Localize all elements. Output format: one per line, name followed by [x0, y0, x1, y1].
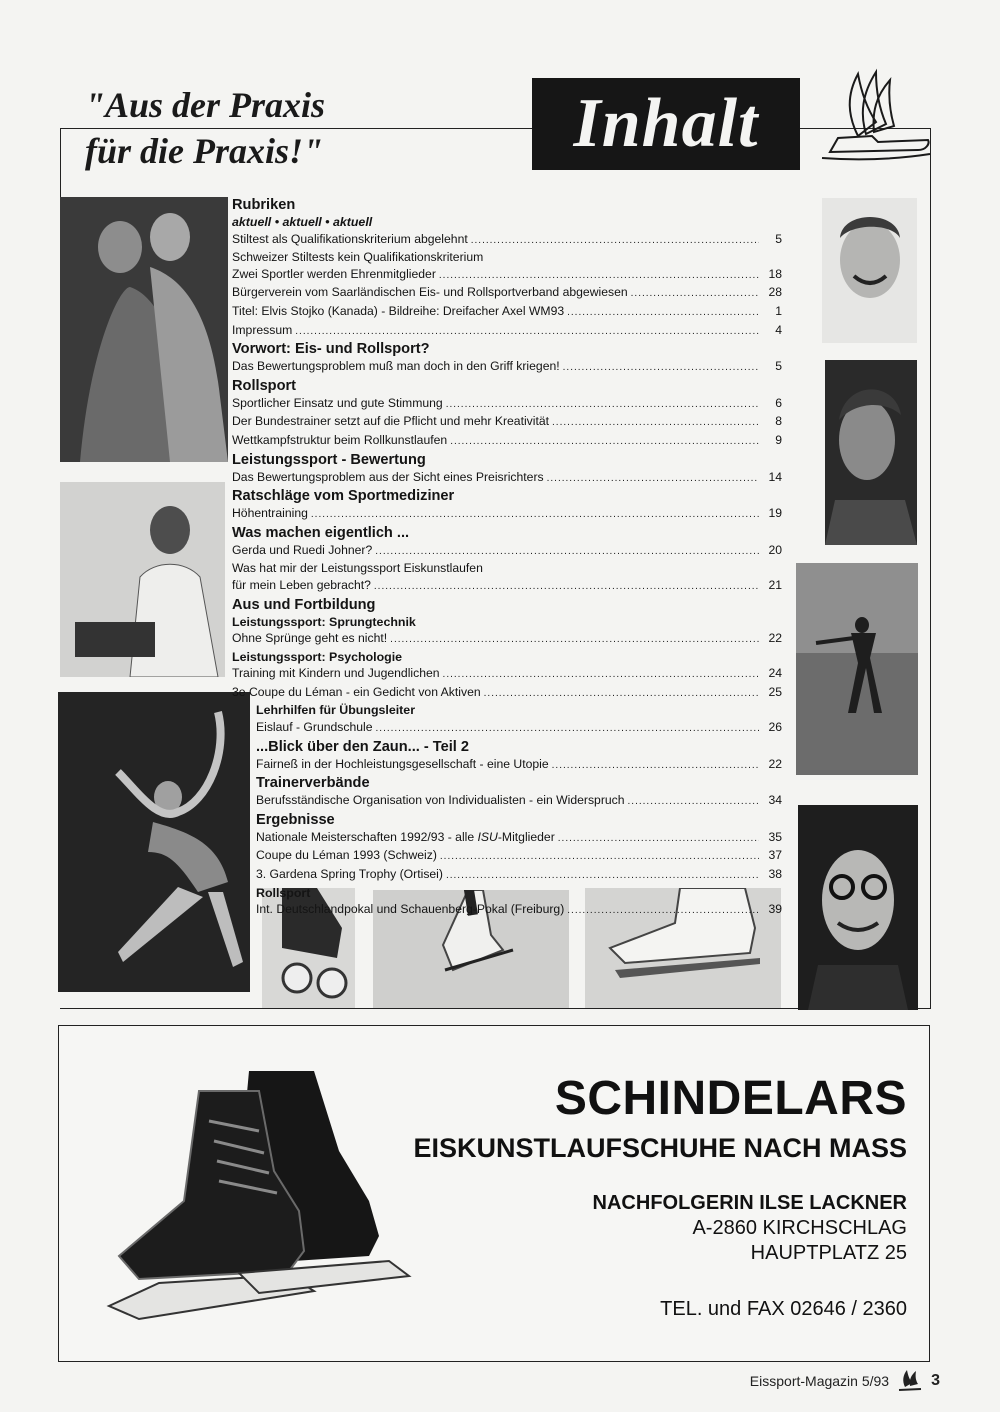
page-footer — [750, 1369, 940, 1393]
toc-entry-title: Das Bewertungsproblem muß man doch in den Griff kriegen! — [232, 359, 560, 374]
toc-entry — [232, 358, 782, 377]
toc-leader-dots — [443, 665, 759, 684]
toc-page-number: 20 — [768, 542, 782, 557]
toc-page-number: 24 — [768, 666, 782, 681]
toc-entry-title: Coupe du Léman 1993 (Schweiz) — [256, 848, 437, 863]
toc-entry-title: Training mit Kindern und Jugendlichen — [232, 666, 440, 681]
toc-entry — [232, 901, 782, 920]
toc-leader-dots — [552, 413, 759, 432]
toc-leader-dots — [375, 542, 759, 561]
toc-entry-title: für mein Leben gebracht? — [232, 577, 371, 592]
toc-leader-dots — [439, 266, 759, 285]
toc-page-number: 38 — [768, 867, 782, 882]
photo-figure-skater — [58, 692, 250, 992]
toc-entry — [232, 829, 782, 848]
toc-entry — [232, 542, 782, 561]
toc-entry — [232, 395, 782, 414]
toc-entry-title: Gerda und Ruedi Johner? — [232, 542, 373, 557]
toc-section-heading: Vorwort: Eis- und Rollsport? — [232, 341, 430, 358]
toc-entry-title: Der Bundestrainer setzt auf die Pflicht und mehr Kreativität — [232, 414, 550, 429]
toc-page-number: 5 — [775, 359, 782, 374]
motto-line-2: für die Praxis!" — [85, 131, 324, 171]
toc-entry-title: Impressum — [232, 322, 293, 337]
ice-skate-boots-icon — [99, 1061, 439, 1331]
toc-page-number: 26 — [768, 720, 782, 735]
toc-entry-title: Berufsständische Organisation von Individualisten - ein Widerspruch — [256, 793, 625, 808]
toc-page-number: 39 — [768, 902, 782, 917]
toc-entry-title: Nationale Meisterschaften 1992/93 - alle ISU-Mitglieder — [256, 829, 555, 844]
toc-entry — [232, 231, 782, 250]
toc-page-number: 25 — [768, 684, 782, 699]
photo-man-with-glasses — [798, 805, 918, 1010]
toc-section-heading: Rollsport — [232, 377, 297, 394]
toc-entry-title: Fairneß in der Hochleistungsgesellschaft - eine Utopie — [256, 756, 549, 771]
toc-leader-dots — [558, 829, 759, 848]
toc-section-heading: ...Blick über den Zaun... - Teil 2 — [256, 738, 469, 755]
toc-entry-title: 3e Coupe du Léman - ein Gedicht von Aktiven — [232, 684, 481, 699]
toc-entry-title: Eislauf - Grundschule — [256, 720, 373, 735]
toc-entry — [232, 756, 782, 775]
toc-entry — [232, 630, 782, 649]
toc-entry-title: Ohne Sprünge geht es nicht! — [232, 631, 388, 646]
toc-page-number: 22 — [768, 756, 782, 771]
toc-page-number: 34 — [768, 793, 782, 808]
toc-page-number: 19 — [768, 506, 782, 521]
toc-entry-line: Schweizer Stiltests kein Qualifikationskriterium — [232, 250, 484, 265]
toc-leader-dots — [547, 469, 759, 488]
toc-section-heading: Ratschläge vom Sportmediziner — [232, 488, 455, 505]
toc-leader-dots — [446, 866, 759, 885]
winged-skate-icon — [897, 1369, 923, 1393]
ad-address — [593, 1191, 907, 1266]
toc-leader-dots — [311, 505, 759, 524]
advertisement-box — [58, 1025, 930, 1362]
toc-leader-dots — [484, 684, 759, 703]
toc-entry-title: Das Bewertungsproblem aus der Sicht eines Preisrichters — [232, 469, 544, 484]
table-of-contents — [232, 196, 782, 920]
toc-entry-title: Höhentraining — [232, 506, 308, 521]
toc-leader-dots — [563, 358, 759, 377]
toc-entry-title: Int. Deutschlandpokal und Schauenberg-Pokal (Freiburg) — [256, 902, 565, 917]
toc-leader-dots — [446, 395, 759, 414]
toc-page-number: 35 — [768, 829, 782, 844]
ad-address-line-3: HAUPTPLATZ 25 — [750, 1242, 907, 1264]
photo-skater-on-ice — [796, 563, 918, 775]
toc-entry-title: Zwei Sportler werden Ehrenmitglieder — [232, 266, 436, 281]
toc-entry — [232, 684, 782, 703]
ad-phone: TEL. und FAX 02646 / 2360 — [660, 1298, 907, 1320]
toc-page-number: 14 — [768, 469, 782, 484]
winged-skate-icon — [818, 66, 936, 166]
ad-address-line-1: NACHFOLGERIN ILSE LACKNER — [592, 1192, 907, 1214]
toc-entry — [232, 284, 782, 303]
toc-subsection-heading: Rollsport — [256, 885, 311, 900]
toc-entry — [232, 266, 782, 285]
toc-entry — [232, 866, 782, 885]
toc-section-heading: Leistungssport - Bewertung — [232, 451, 426, 468]
toc-section-heading: Trainerverbände — [256, 775, 370, 792]
toc-entry-line: Was hat mir der Leistungssport Eiskunstlaufen — [232, 561, 483, 576]
toc-entry — [232, 432, 782, 451]
toc-leader-dots — [390, 630, 759, 649]
toc-entry — [232, 719, 782, 738]
toc-entry — [232, 413, 782, 432]
toc-entry — [232, 322, 782, 341]
toc-entry-title: Wettkampfstruktur beim Rollkunstlaufen — [232, 432, 448, 447]
toc-leader-dots — [376, 719, 759, 738]
toc-page-number: 9 — [775, 432, 782, 447]
toc-leader-dots — [450, 432, 759, 451]
toc-page-number: 37 — [768, 848, 782, 863]
toc-leader-dots — [295, 322, 759, 341]
photo-man-at-desk — [60, 482, 225, 677]
page-number: 3 — [931, 1372, 940, 1389]
toc-entry — [232, 505, 782, 524]
toc-page-number: 5 — [775, 231, 782, 246]
toc-entry-title: Titel: Elvis Stojko (Kanada) - Bildreihe: Dreifacher Axel WM93 — [232, 303, 565, 318]
toc-leader-dots — [567, 303, 759, 322]
toc-entry — [232, 469, 782, 488]
page-title: Inhalt — [532, 78, 800, 170]
toc-entry-title: Stiltest als Qualifikationskriterium abgelehnt — [232, 231, 468, 246]
ad-subtitle: EISKUNSTLAUFSCHUHE NACH MASS — [413, 1133, 907, 1163]
toc-entry-title: Sportlicher Einsatz und gute Stimmung — [232, 395, 443, 410]
ad-brand-name: SCHINDELARS — [554, 1072, 907, 1125]
toc-section-heading: Aus und Fortbildung — [232, 596, 376, 613]
toc-page-number: 8 — [775, 414, 782, 429]
toc-section-heading: Ergebnisse — [256, 811, 335, 828]
motto-line-1: "Aus der Praxis — [85, 85, 326, 125]
toc-page-number: 28 — [768, 285, 782, 300]
toc-leader-dots — [628, 792, 759, 811]
ad-address-line-2: A-2860 KIRCHSCHLAG — [692, 1217, 907, 1239]
toc-page-number: 4 — [775, 322, 782, 337]
photo-woman-laughing — [822, 198, 917, 343]
toc-leader-dots — [471, 231, 759, 250]
toc-section-heading: Was machen eigentlich ... — [232, 524, 410, 541]
toc-section-heading: Rubriken — [232, 197, 296, 213]
toc-leader-dots — [374, 577, 759, 596]
photo-man-portrait — [825, 360, 917, 545]
toc-entry — [232, 665, 782, 684]
toc-entry — [232, 303, 782, 322]
toc-subsection-heading: Leistungssport: Psychologie — [232, 649, 403, 664]
toc-subsection-heading: Lehrhilfen für Übungsleiter — [256, 703, 416, 718]
toc-page-number: 18 — [768, 266, 782, 281]
toc-leader-dots — [631, 284, 759, 303]
toc-leader-dots — [567, 901, 759, 920]
photo-pair-skaters — [60, 197, 228, 462]
toc-entry-title: Bürgerverein vom Saarländischen Eis- und Rollsportverband abgewiesen — [232, 285, 628, 300]
toc-entry-title: 3. Gardena Spring Trophy (Ortisei) — [256, 867, 443, 882]
toc-page-number: 22 — [768, 631, 782, 646]
toc-page-number: 21 — [768, 577, 782, 592]
toc-entry — [232, 792, 782, 811]
toc-entry — [232, 847, 782, 866]
toc-page-number: 1 — [775, 303, 782, 318]
toc-page-number: 6 — [775, 395, 782, 410]
toc-entry — [232, 577, 782, 596]
toc-subsection-heading: aktuell • aktuell • aktuell — [232, 215, 373, 229]
toc-leader-dots — [440, 847, 759, 866]
toc-leader-dots — [552, 756, 759, 775]
magazine-issue: Eissport-Magazin 5/93 — [749, 1373, 890, 1389]
toc-subsection-heading: Leistungssport: Sprungtechnik — [232, 614, 416, 629]
